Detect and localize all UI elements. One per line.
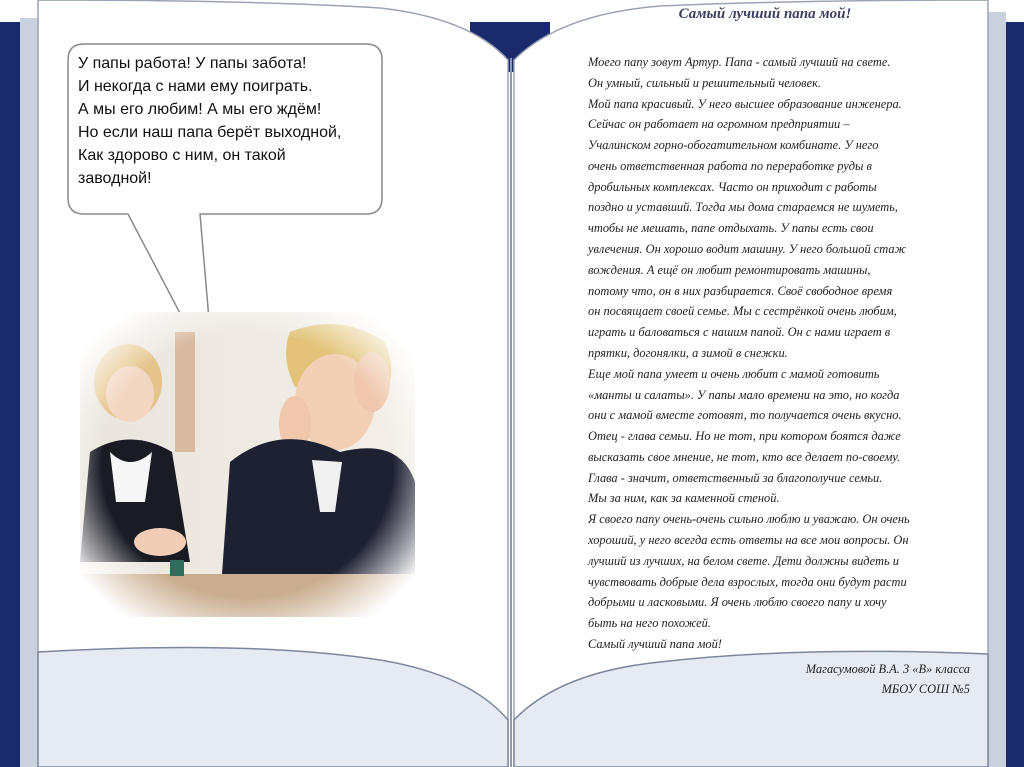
essay-line: добрыми и ласковыми. Я очень люблю своего папу и хочу bbox=[588, 595, 887, 610]
essay-line: очень ответственная работа по переработке руды в bbox=[588, 158, 872, 173]
essay-line: они с мамой вместе готовят, то получается очень вкусно. bbox=[588, 408, 902, 423]
essay-line: высказать свое мнение, не тот, кто все делает по-своему. bbox=[588, 449, 901, 464]
essay-line: Самый лучший папа мой! bbox=[588, 636, 722, 651]
essay-line: Мы за ним, как за каменной стеной. bbox=[588, 491, 780, 506]
essay-line: он посвящает своей семье. Мы с сестрёнкой очень любим, bbox=[588, 304, 897, 319]
essay-line: поздно и уставший. Тогда мы дома стараемся не шуметь, bbox=[588, 200, 898, 215]
essay-line: Отец - глава семьи. Но не тот, при котором боятся даже bbox=[588, 429, 901, 444]
essay-line: Моего папу зовут Артур. Папа - самый лучший на свете. bbox=[588, 55, 891, 69]
poem-line: Как здорово с ним, он такой bbox=[78, 147, 286, 164]
essay-line: прятки, догонялки, а зимой в снежки. bbox=[588, 345, 788, 360]
poem-line: А мы его любим! А мы его ждём! bbox=[78, 101, 322, 118]
essay-line: Сейчас он работает на огромном предприятии – bbox=[588, 117, 850, 132]
essay-line: потому что, он в них разбирается. Своё свободное время bbox=[588, 283, 893, 298]
signature-line: МБОУ СОШ №5 bbox=[881, 682, 970, 696]
essay-line: «манты и салаты». У папы мало времени на это, но когда bbox=[588, 387, 900, 402]
essay-line: Еще мой папа умеет и очень любит с мамой готовить bbox=[588, 366, 880, 381]
poem-line: Но если наш папа берёт выходной, bbox=[78, 124, 342, 141]
essay-line: играть и баловаться с нашим папой. Он с нами играет в bbox=[588, 325, 891, 340]
essay-line: Он умный, сильный и решительный человек. bbox=[588, 75, 821, 90]
poem-line: И некогда с нами ему поиграть. bbox=[78, 78, 313, 95]
essay-line: Мой папа красивый. У него высшее образование инженера. bbox=[588, 96, 902, 111]
essay-line: Учалинском горно-обогатительном комбинате. У него bbox=[588, 138, 879, 153]
signature-line: Магасумовой В.А. 3 «В» класса bbox=[805, 662, 970, 676]
essay-title: Самый лучший папа мой! bbox=[678, 6, 852, 22]
essay-line: быть на него похожей. bbox=[588, 616, 711, 631]
author-signature bbox=[806, 659, 970, 699]
poem-line: У папы работа! У папы забота! bbox=[78, 55, 307, 72]
speech-bubble bbox=[68, 44, 382, 214]
essay-line: чувствовать добрые дела взрослых, тогда они будут расти bbox=[588, 574, 907, 589]
essay-body bbox=[588, 52, 980, 655]
essay-line: дробильных комплексах. Часто он приходит с работы bbox=[588, 179, 877, 194]
children-photo bbox=[80, 312, 415, 617]
photo-vignette bbox=[80, 312, 415, 617]
essay-line: Глава - значит, ответственный за благополучие семьи. bbox=[588, 470, 883, 485]
essay-line: лучший из лучших, на белом свете. Дети должны видеть и bbox=[588, 553, 899, 568]
essay-line: чтобы не мешать, папе отдыхать. У папы есть свои bbox=[588, 221, 874, 236]
poem-line: заводной! bbox=[78, 170, 152, 187]
essay-line: увлечения. Он хорошо водит машину. У него большой стаж bbox=[588, 242, 907, 257]
essay-line: хороший, у него всегда есть ответы на все мои вопросы. Он bbox=[588, 532, 909, 547]
essay-line: Я своего папу очень-очень сильно люблю и уважаю. Он очень bbox=[588, 512, 910, 527]
essay-line: вождения. А ещё он любит ремонтировать машины, bbox=[588, 262, 871, 277]
